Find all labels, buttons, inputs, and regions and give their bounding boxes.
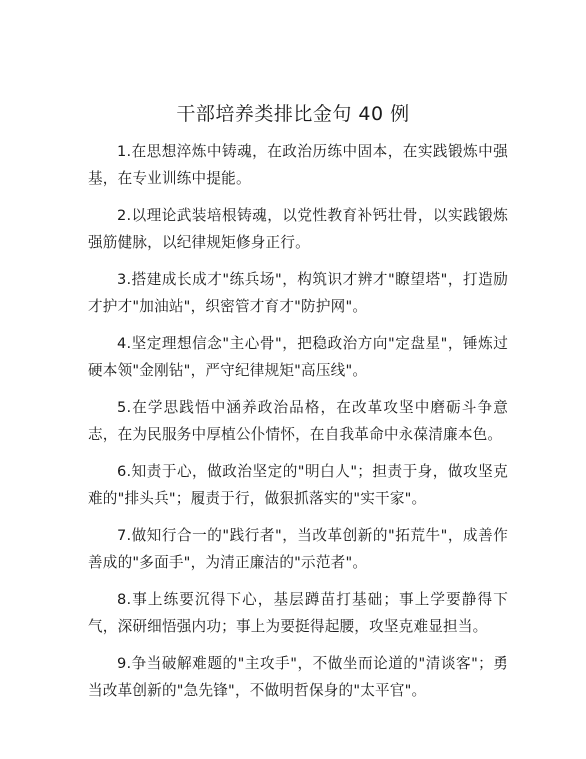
list-item: 8.事上练要沉得下心，基层蹲苗打基础；事上学要静得下气，深研细悟强内功；事上为要挺得起腰，攻坚克难显担当。 (88, 591, 508, 635)
list-item: 2.以理论武装培根铸魂，以党性教育补钙壮骨，以实践锻炼强筋健脉，以纪律规矩修身正行。 (88, 207, 508, 251)
list-item: 4.坚定理想信念"主心骨"，把稳政治方向"定盘星"，锤炼过硬本领"金刚钻"，严守纪律规矩"高压线"。 (88, 335, 508, 379)
list-item: 5.在学思践悟中涵养政治品格，在改革攻坚中磨砺斗争意志，在为民服务中厚植公仆情怀，在自我革命中永葆清廉本色。 (88, 399, 508, 443)
list-item: 1.在思想淬炼中铸魂，在政治历练中固本，在实践锻炼中强基，在专业训练中提能。 (88, 143, 508, 187)
document-title: 干部培养类排比金句 40 例 (176, 103, 410, 125)
list-item: 9.争当破解难题的"主攻手"，不做坐而论道的"清谈客"；勇当改革创新的"急先锋"，不做明哲保身的"太平官"。 (88, 655, 508, 699)
list-item: 3.搭建成长成才"练兵场"，构筑识才辨才"瞭望塔"，打造励才护才"加油站"，织密管才育才"防护网"。 (88, 271, 508, 315)
item-list (88, 138, 508, 714)
list-item: 7.做知行合一的"践行者"，当改革创新的"拓荒牛"，成善作善成的"多面手"，为清正廉洁的"示范者"。 (88, 527, 508, 571)
list-item: 6.知责于心，做政治坚定的"明白人"；担责于身，做攻坚克难的"排头兵"；履责于行，做狠抓落实的"实干家"。 (88, 463, 508, 507)
